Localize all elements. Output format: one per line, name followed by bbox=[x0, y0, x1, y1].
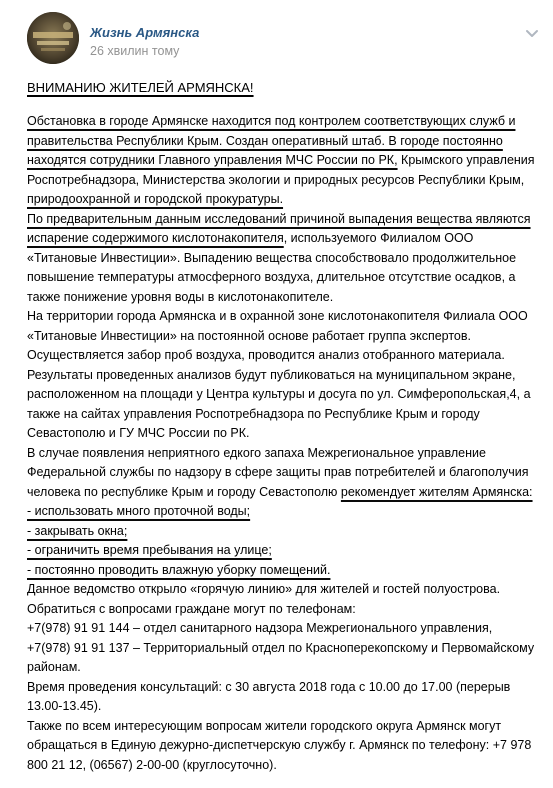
underlined-passage: По предварительным данным исследований причиной выпадения вещества являются испарение содержимого кислотонакопителя bbox=[27, 211, 531, 245]
post-time[interactable]: 26 хвилин тому bbox=[90, 44, 180, 58]
text-passage: , используемого Филиалом ООО «Титановые Инвестиции». Выпадению вещества способствовало продолжительное повышение температуры атмосферного воздуха, длительное отсутствие осадков, а также понижение уровня воды в кислотонакопителе. На территории города Армянска и в охранной зоне кислотонакопителя Филиала ООО «Титановые Инвестиции» на постоянной основе работает группа экспертов. Осуществляется забор проб воздуха, проводится анализ отобранного материала. Результаты проведенных анализов будут публиковаться на муниципальном экране, расположенном на площади у Центра культуры и досуга по ул. Симферопольская,4, а также на сайтах управления Роспотребнадзора по Республике Крым и городу Севастополю и ГУ МЧС России по РК. В случае появления неприятного едкого запаха Межрегиональное управление Федеральной службы по надзору в сфере защиты прав потребителей и благополучия человека по республике Крым и городу Севастополю bbox=[27, 231, 531, 499]
avatar-image bbox=[27, 12, 79, 64]
text-passage: Крымского управления Роспотребнадзора, Министерства экологии и природных ресурсов Республики Крым, bbox=[27, 153, 535, 187]
post-title: ВНИМАНИЮ ЖИТЕЛЕЙ АРМЯНСКА! bbox=[27, 80, 254, 95]
post-body bbox=[27, 80, 537, 775]
underlined-passage: - ограничить время пребывания на улице; bbox=[27, 543, 272, 557]
underlined-passage: рекомендует жителям Армянска: bbox=[340, 484, 533, 499]
underlined-passage: - закрывать окна; bbox=[27, 523, 128, 538]
chevron-down-icon[interactable] bbox=[522, 26, 542, 42]
underlined-passage: - использовать много проточной воды; bbox=[27, 504, 251, 518]
underlined-passage: Обстановка в городе Армянске находится под контролем соответствующих служб и правительства Республики Крым. Создан оперативный штаб. В городе постоянно находятся сотрудники Главного управления МЧС России по РК, bbox=[27, 114, 516, 167]
text-passage: Данное ведомство открыло «горячую линию» для жителей и гостей полуострова. Обратиться с вопросами граждане могут по телефонам: +7(978) 91 91 144 – отдел санитарного надзора Межрегионального управления, +7(978) 91 91 137 – Территориальный отдел по Красноперекопскому и Первомайскому районам. Время проведения консультаций: с 30 августа 2018 года с 10.00 до 17.00 (перерыв 13.00-13.45). Также по всем интересующим вопросам жители городского округа Армянск могут обращаться в Единую дежурно-диспетчерскую службу г. Армянск по телефону: +7 978 800 21 12, (06567) 2-00-00 (круглосуточно). bbox=[27, 582, 535, 772]
underlined-passage: - постоянно проводить влажную уборку помещений. bbox=[27, 562, 331, 577]
underlined-passage: природоохранной и городской прокуратуры. bbox=[27, 192, 284, 206]
post-header bbox=[27, 12, 542, 64]
post-text bbox=[27, 112, 537, 775]
avatar[interactable] bbox=[27, 12, 79, 64]
author-name[interactable]: Жизнь Армянска bbox=[90, 25, 200, 40]
